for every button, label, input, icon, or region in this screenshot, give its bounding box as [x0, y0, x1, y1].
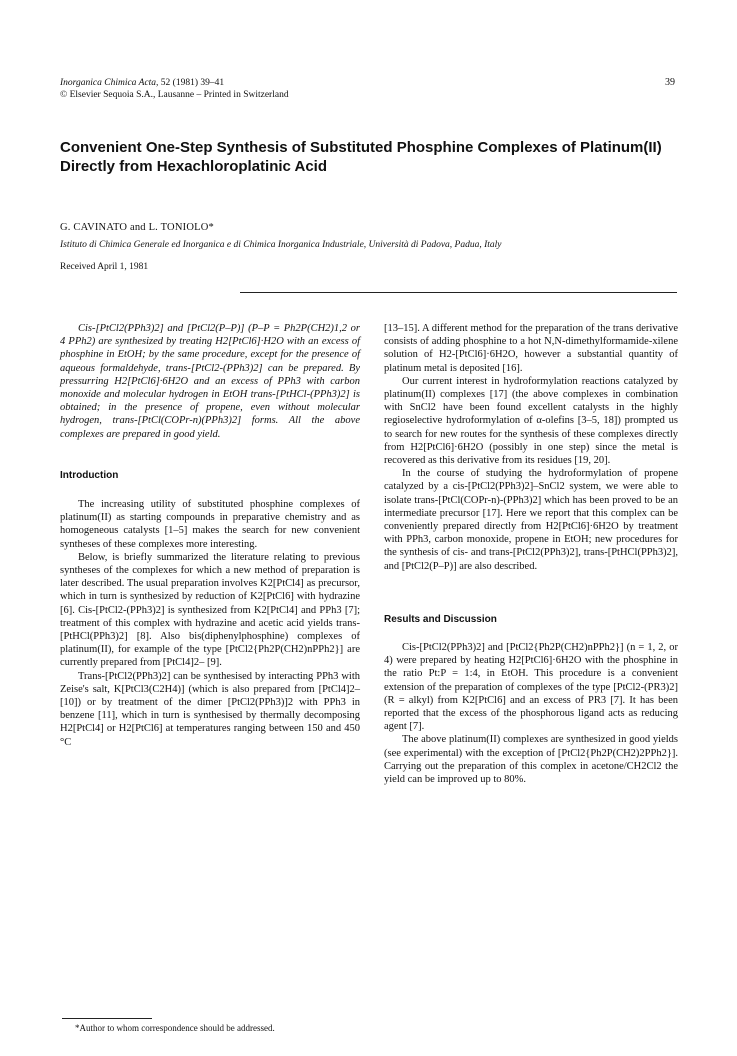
paragraph: Trans-[PtCl2(PPh3)2] can be synthesised by interacting PPh3 with Zeise's salt, K[PtCl3(C2H4)] (which is also prepared from [PtCl4]2– [10]) or by treatment of the dimer [PtCl2(PPh3)]2 with PPh3 in benzene [11], which in turn is synthesised by thermally decomposing H2[PtCl4] or H2[PtCl6] at temperatures ranging between 150 and 450 °C: [60, 670, 360, 748]
publisher-line: © Elsevier Sequoia S.A., Lausanne – Printed in Switzerland: [60, 90, 289, 100]
journal-header: [60, 77, 289, 101]
paragraph: The above platinum(II) complexes are synthesized in good yields (see experimental) with the exception of [PtCl2{Ph2P(CH2)2PPh2}]. Carrying out the preparation of this complex in acetone/CH2Cl2 the yield can be improved up to 80%.: [384, 734, 678, 786]
paragraph: The increasing utility of substituted phosphine complexes of platinum(II) as starting compounds in preparative chemistry and as homogeneous catalysts [1–5] makes the search for new convenient syntheses of these complexes more interesting.: [60, 499, 360, 550]
paragraph: In the course of studying the hydroformylation of propene catalyzed by a cis-[PtCl2(PPh3)2]–SnCl2 system, we were able to isolate trans-[PtCl(COPr-n)-(PPh3)2] which has been proved to be an intermediate precursor [17]. Here we report that this complex can be conveniently prepared directly from H2[PtCl6]·6H2O by treatment with PPh3, carbon monoxide, propene in EtOH; new procedures for the synthesis of cis- and trans-[PtCl2(PPh3)2], trans-[PtHCl(PPh3)2], and [PtCl2(P–P)] are also described.: [384, 468, 678, 572]
paragraph: Cis-[PtCl2(PPh3)2] and [PtCl2{Ph2P(CH2)nPPh2}] (n = 1, 2, or 4) were prepared by heating H2[PtCl6]·6H2O with the phosphine in the ratio Pt:P = 1:4, in EtOH. This procedure is a convenient extension of the preparation of complexes of the type [PtCl2-(PR3)2] (R = alkyl) from K2[PtCl6] and an excess of PR3 [7]. It has been reported that the excess of the phosphorous ligand acts as reducing agent [7].: [384, 642, 678, 733]
article-title: Convenient One-Step Synthesis of Substituted Phosphine Complexes of Platinum(II) Directly from Hexachloroplatinic Acid: [60, 139, 662, 175]
left-column: [60, 322, 360, 749]
abstract: Cis-[PtCl2(PPh3)2] and [PtCl2(P–P)] (P–P = Ph2P(CH2)1,2 or 4 PPh2) are synthesized by treating H2[PtCl6]·H2O with an excess of phosphine in EtOH; by the same procedure, except for the presence of aqueous formaldehyde, trans-[PtCl2-(PPh3)2] can be prepared. By pressurring H2[PtCl6]·6H2O and an excess of PPh3 with carbon monoxide and molecular hydrogen in EtOH trans-[PtHCl-(PPh3)2] is obtained; in the presence of propene, even without molecular hydrogen, trans-[PtCl(COPr-n)(PPh3)2] forms. All the above complexes are prepared in good yield.: [60, 323, 360, 440]
section-heading-results: Results and Discussion: [384, 613, 497, 625]
journal-citation: [60, 77, 289, 89]
section-heading-introduction: Introduction: [60, 469, 119, 481]
footnote-rule: [62, 1018, 152, 1019]
journal-name: Inorganica Chimica Acta,: [60, 78, 159, 88]
page-number: 39: [665, 77, 675, 88]
footnote: *Author to whom correspondence should be addressed.: [75, 1023, 275, 1033]
right-column: [384, 322, 678, 786]
header-rule: [240, 292, 677, 293]
paragraph: Below, is briefly summarized the literature relating to previous syntheses of the complexes for which a new method of preparation is later described. The usual preparation involves K2[PtCl4] as precursor, which in turn is synthesized by reduction of K2[PtCl6] with hydrazine [6]. Cis-[PtCl2-(PPh3)2] is synthesized from K2[PtCl4] and PPh3 [7]; treatment of this complex with hydrazine and acetic acid yields trans-[PtHCl(PPh3)2] [8]. Also bis(diphenylphosphine) complexes of platinum(II), for example of the type [PtCl2{Ph2P(CH2)nPPh2}] are currently prepared from [PtCl4]2– [9].: [60, 551, 360, 669]
journal-reference: 52 (1981) 39–41: [158, 78, 225, 88]
author-affiliation: Istituto di Chimica Generale ed Inorganica e di Chimica Inorganica Industriale, Università di Padova, Padua, Italy: [60, 240, 502, 250]
article-authors: G. CAVINATO and L. TONIOLO*: [60, 222, 214, 233]
paragraph: Our current interest in hydroformylation reactions catalyzed by platinum(II) complexes [17] (the above complexes in combination with SnCl2 have been found excellent catalysts in the highly regioselective hydroformylation of α-olefins [3–5, 18]) prompted us to search for new routes for the synthesis of these complexes directly from H2[PtCl6]·6H2O (possibly in one step) since the metal is recovered as this derivative from its residues [19, 20].: [384, 375, 678, 467]
paragraph: [13–15]. A different method for the preparation of the trans derivative consists of adding phosphine to a hot N,N-dimethylformamide-xilene solution of H2-[PtCl6]·6H2O, however a substantial quantity of platinum metal is deposited [16].: [384, 323, 678, 374]
received-date: Received April 1, 1981: [60, 262, 149, 272]
